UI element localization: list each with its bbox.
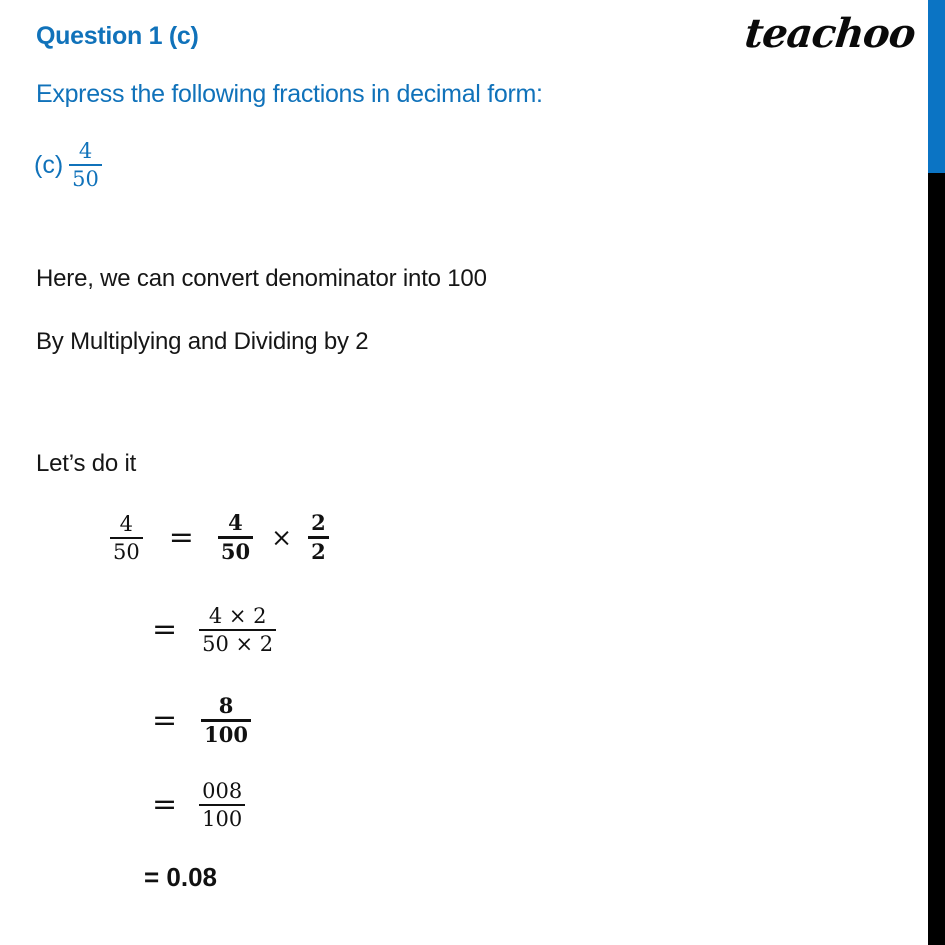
step1-rhs-first-fraction [218,512,253,563]
step1-lhs-fraction [110,513,143,563]
explanation-line-3: Let’s do it [36,450,137,477]
equation-step-3 [152,695,251,746]
step4-equals-sign: = [152,787,178,823]
step2-bar [199,629,276,631]
part-fraction-denominator: 50 [72,167,99,192]
step3-numerator: 8 [218,693,234,718]
step4-numerator: 008 [202,779,243,803]
step2-fraction [199,605,276,655]
explanation-line-1: Here, we can convert denominator into 100 [36,265,487,292]
step1-rhs-first-numerator: 4 [228,510,243,535]
part-fraction-numerator: 4 [78,139,93,163]
step3-equals-sign: = [152,702,178,738]
step1-rhs-second-numerator: 2 [311,510,326,535]
step2-denominator: 50 × 2 [202,632,274,657]
step1-rhs-second-fraction [308,512,329,563]
equation-step-2 [152,605,276,655]
step3-fraction [201,695,251,746]
teachoo-logo: teachoo [742,10,918,57]
step1-times-sign: × [271,523,293,553]
step1-lhs-numerator: 4 [119,511,134,536]
step3-denominator: 100 [204,722,248,748]
step1-lhs-bar [110,537,143,539]
step4-bar [199,804,245,806]
final-answer: = 0.08 [144,862,218,892]
question-prompt: Express the following fractions in decimal form: [36,80,543,108]
right-edge-black-strip [928,173,945,945]
step1-rhs-first-denominator: 50 [220,539,251,565]
part-fraction-bar [69,164,102,166]
explanation-line-2: By Multiplying and Dividing by 2 [36,328,369,355]
part-fraction [69,140,102,190]
step1-equals-sign: = [168,519,194,555]
step1-lhs-denominator: 50 [113,539,140,564]
step4-denominator: 100 [202,807,243,832]
question-title: Question 1 (c) [36,22,199,50]
step2-equals-sign: = [152,612,178,648]
equation-step-1 [110,512,329,563]
step4-fraction [199,780,245,830]
part-label: (c) [34,150,64,179]
step1-rhs-second-denominator: 2 [311,539,326,565]
equation-step-4 [152,780,245,830]
right-edge-blue-strip [928,0,945,173]
question-part-c [34,140,102,190]
step2-numerator: 4 × 2 [208,604,267,628]
